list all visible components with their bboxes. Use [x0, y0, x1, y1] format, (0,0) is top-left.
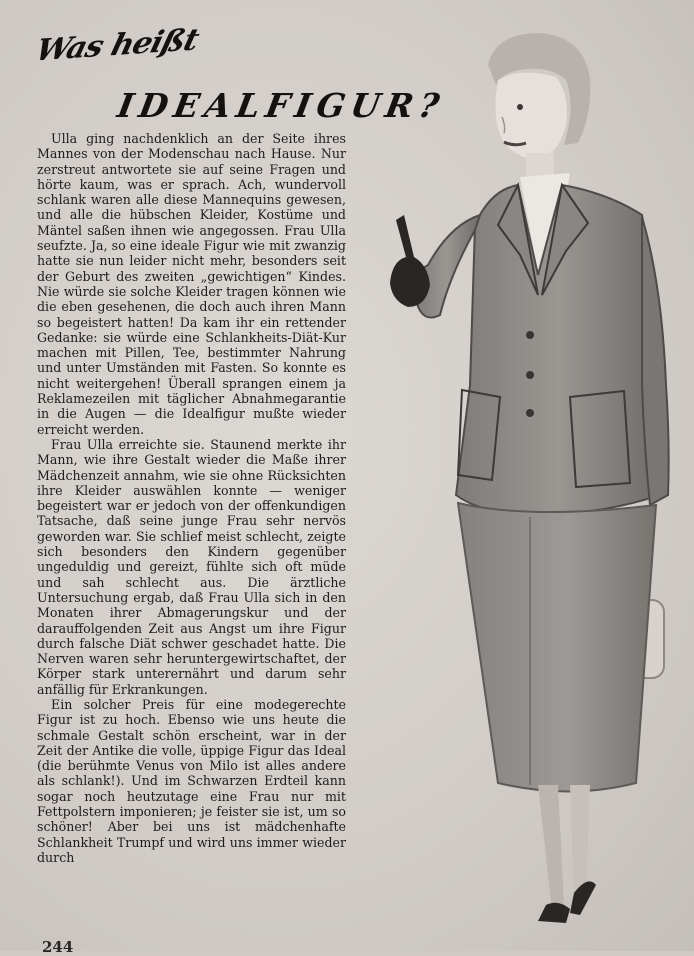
paragraph: Ulla ging nachdenklich an der Seite ihres Mannes von der Modenschau nach Hause. Nur zerstreut antwortete sie auf seine Fragen und hörte kaum, was er sprach. Ach, wundervoll schlank waren alle diese Mannequins gewesen, und alle die hübschen Kleider, Kostüme und Mäntel saßen ihnen wie angegossen. Frau Ulla seufzte. Ja, so eine ideale Figur wie mit zwanzig hatte sie nun leider nicht mehr, besonders seit der Geburt des zweiten „gewichtigen“ Kindes. Nie würde sie solche Kleider tragen können wie die eben gesehenen, die doch auch ihren Mann so begeistert hatten! Da kam ihr ein rettender Gedanke: sie würde eine Schlankheits-Diät-Kur machen mit Pillen, Tee, bestimmter Nahrung und unter Umständen mit Fasten. So konnte es nicht weitergehen! Überall sprangen einem ja Reklamezeilen mit täglicher Abnahmegarantie in die Augen — die Idealfigur mußte wieder erreicht werden.	[37, 131, 346, 437]
article-body	[37, 131, 346, 865]
page-number: 244	[42, 938, 74, 956]
paragraph: Ein solcher Preis für eine modegerechte Figur ist zu hoch. Ebenso wie uns heute die schmale Gestalt schön erscheint, war in der Zeit der Antike die volle, üppige Figur das Ideal (die berühmte Venus von Milo ist alles andere als schlank!). Und im Schwarzen Erdteil kann sogar noch heutzutage eine Frau nur mit Fettpolstern imponieren; je feister sie ist, um so schöner! Aber bei uns ist mädchenhafte Schlankheit Trumpf und wird uns immer wieder durch	[37, 696, 346, 865]
fashion-photo	[380, 25, 680, 930]
article-title: IDEALFIGUR?	[114, 86, 449, 125]
paragraph: Frau Ulla erreichte sie. Staunend merkte ihr Mann, wie ihre Gestalt wieder die Maße ihrer Mädchenzeit annahm, wie sie ohne Rücksichten ihre Kleider auswählen konnte — weniger begeistert war er jedoch von der offenkundigen Tatsache, daß seine junge Frau sehr nervös geworden war. Sie schlief meist schlecht, zeigte sich besonders den Kindern gegenüber ungeduldig und gereizt, fühlte sich oft müde und sah schlecht aus. Die ärztliche Untersuchung ergab, daß Frau Ulla sich in den Monaten ihrer Abmagerungskur und der darauffolgenden Zeit aus Angst um ihre Figur durch falsche Diät schwer geschadet hatte. Die Nerven waren sehr heruntergewirtschaftet, der Körper stark unterernährt und darum sehr anfällig für Erkrankungen.	[37, 436, 346, 697]
article-kicker: Was heißt	[31, 22, 202, 69]
woman-in-suit-illustration	[380, 25, 680, 930]
